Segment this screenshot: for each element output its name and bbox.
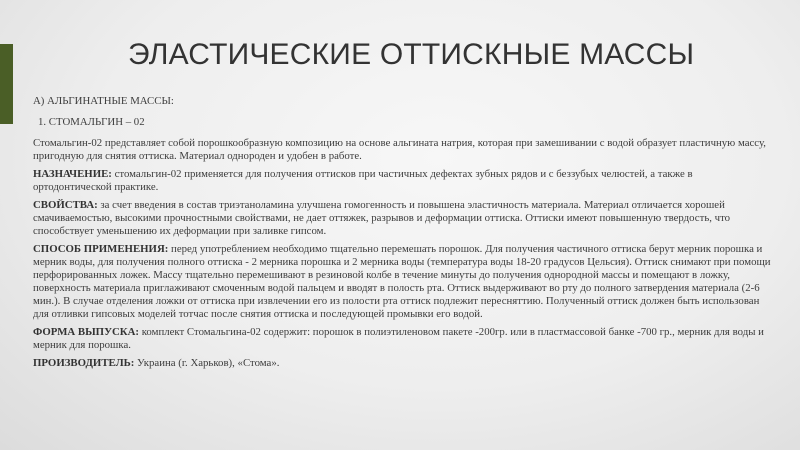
slide-title: ЭЛАСТИЧЕСКИЕ ОТТИСКНЫЕ МАССЫ [128,38,695,71]
slide-content [33,95,773,375]
properties-text: за счет введения в состав триэтаноламина улучшена гомогенность и повышена эластичность материала. Материал отличается хорошей смачиваемостью, высокими прочностными свойствами, не дает оттяжек, разрывов и деформации оттиска. Оттиски имеют повышенную твердость, что способствует уменьшению их деформации при заливке гипсом. [33,199,731,237]
usage-label: СПОСОБ ПРИМЕНЕНИЯ: [33,243,169,255]
purpose-paragraph [33,168,773,194]
release-form-text: комплект Стомальгина-02 содержит: порошок в полиэтиленовом пакете -200гр. или в пластмассовой банке -700 гр., мерник для воды и мерник для порошка. [33,326,764,351]
purpose-text: стомальгин-02 применяется для получения оттисков при частичных дефектах зубных рядов и с беззубых челюстей, а также в ортодонтической практике. [33,168,693,193]
usage-text: перед употреблением необходимо тщательно перемешать порошок. Для получения частичного оттиска берут мерник порошка и мерник воды, для получения полного оттиска - 2 мерника порошка и 2 мерника воды (температура воды 18-20 градусов Цельсия). Оттиск снимают при помощи перфорированных ложек. Массу тщательно перемешивают в резиновой колбе в течение минуты до получения однородной массы и помещают в ложку, поверхность материала приглаживают смоченным водой пальцем и вводят в полость рта. Оттиск выдерживают во рту до полного затвердения материала (2-6 мин.). В случае отделения ложки от оттиска при извлечении его из полости рта оттиск подлежит пересняттию. Полученный оттиск должен быть использован для отливки гипсовых моделей тотчас после снятия оттиска и последующей промывки его водой. [33,243,771,320]
manufacturer-label: ПРОИЗВОДИТЕЛЬ: [33,357,135,369]
release-form-paragraph [33,326,773,352]
accent-bar [0,44,13,124]
subheading: 1. СТОМАЛЬГИН – 02 [38,116,145,128]
purpose-label: НАЗНАЧЕНИЕ: [33,168,112,180]
manufacturer-text: Украина (г. Харьков), «Стома». [134,357,280,369]
intro-paragraph: Стомальгин-02 представляет собой порошкообразную композицию на основе альгината натрия, которая при замешивании с водой образует пластичную массу, пригодную для снятия оттиска. Материал однороден и удобен в работе. [33,137,766,162]
manufacturer-paragraph [33,357,773,370]
properties-label: СВОЙСТВА: [33,199,98,211]
properties-paragraph [33,199,773,238]
release-form-label: ФОРМА ВЫПУСКА: [33,326,140,338]
usage-paragraph [33,243,773,321]
section-heading: А) АЛЬГИНАТНЫЕ МАССЫ: [33,95,174,107]
